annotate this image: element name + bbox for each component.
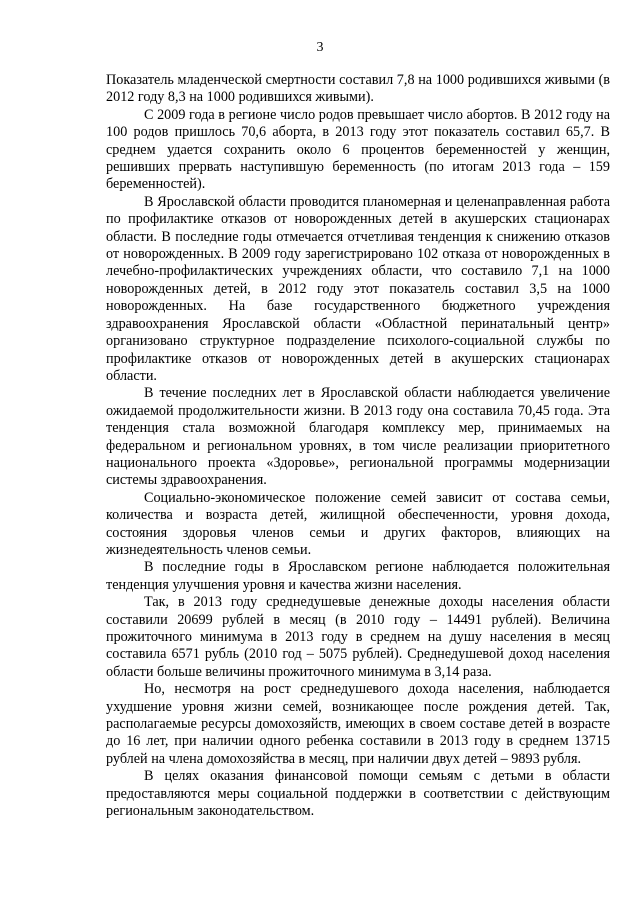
paragraph-infant-mortality: Показатель младенческой смертности составил 7,8 на 1000 родившихся живыми (в 2012 году 8,3 на 1000 родившихся живыми). xyxy=(106,72,610,106)
paragraph-life-expectancy: В течение последних лет в Ярославской области наблюдается увеличение ожидаемой продолжительности жизни. В 2013 году она составила 70,45 года. Эта тенденция стала возможной благодаря комплексу мер, принимаемых на федеральном и региональном уровнях, в том числе реализации приоритетного национального проекта «Здоровье», региональной программы модернизации системы здравоохранения. xyxy=(106,385,610,489)
paragraph-social-support: В целях оказания финансовой помощи семьям с детьми в области предоставляются меры социальной поддержки в соответствии с действующим региональным законодательством. xyxy=(106,768,610,820)
paragraph-family-socioeconomic: Социально-экономическое положение семей зависит от состава семьи, количества и возраста детей, жилищной обеспеченности, уровня дохода, состояния здоровья членов семьи и других факторов, влияющих на жизнедеятельность членов семьи. xyxy=(106,489,610,558)
paragraph-living-standards: В последние годы в Ярославском регионе наблюдается положительная тенденция улучшения уровня и качества жизни населения. xyxy=(106,559,610,593)
page-number: 3 xyxy=(316,40,324,55)
paragraph-income: Так, в 2013 году среднедушевые денежные доходы населения области составили 20699 рублей в месяц (в 2010 году – 14491 рублей). Величина прожиточного минимума в 2013 году в среднем на душу населения в месяц составила 6571 рубль (2010 год – 5075 рублей). Среднедушевой доход населения области больше величины прожиточного минимума в 3,14 раза. xyxy=(106,594,610,680)
paragraph-newborn-refusals: В Ярославской области проводится планомерная и целенаправленная работа по профилактике отказов от новорожденных детей в акушерских стационарах области. В последние годы отмечается отчетливая тенденция к снижению отказов от новорожденных. В 2009 году зарегистрировано 102 отказа от новорожденных в лечебно-профилактических учреждениях области, что составило 7,1 на 1000 новорожденных детей, в 2012 году этот показатель составил 3,5 на 1000 новорожденных. На базе государственного бюджетного учреждения здравоохранения Ярославской области «Областной перинатальный центр» организовано структурное подразделение психолого-социальной службы по профилактике отказов от новорожденных детей в акушерских стационарах области. xyxy=(106,193,610,384)
paragraph-births-abortions: С 2009 года в регионе число родов превышает число абортов. В 2012 году на 100 родов пришлось 70,6 аборта, в 2013 году этот показатель составил 65,7. В среднем удается сохранить около 6 процентов беременностей у женщин, решивших прервать наступившую беременность (по итогам 2013 года – 159 беременностей). xyxy=(106,106,610,193)
document-body xyxy=(106,72,610,820)
paragraph-household-resources: Но, несмотря на рост среднедушевого дохода населения, наблюдается ухудшение уровня жизни семей, возникающее после рождения детей. Так, располагаемые ресурсы домохозяйств, имеющих в своем составе детей в возрасте до 16 лет, при наличии одного ребенка составили в 2013 году в среднем 13715 рублей на члена домохозяйства в месяц, при наличии двух детей – 9893 рубля. xyxy=(106,681,610,767)
